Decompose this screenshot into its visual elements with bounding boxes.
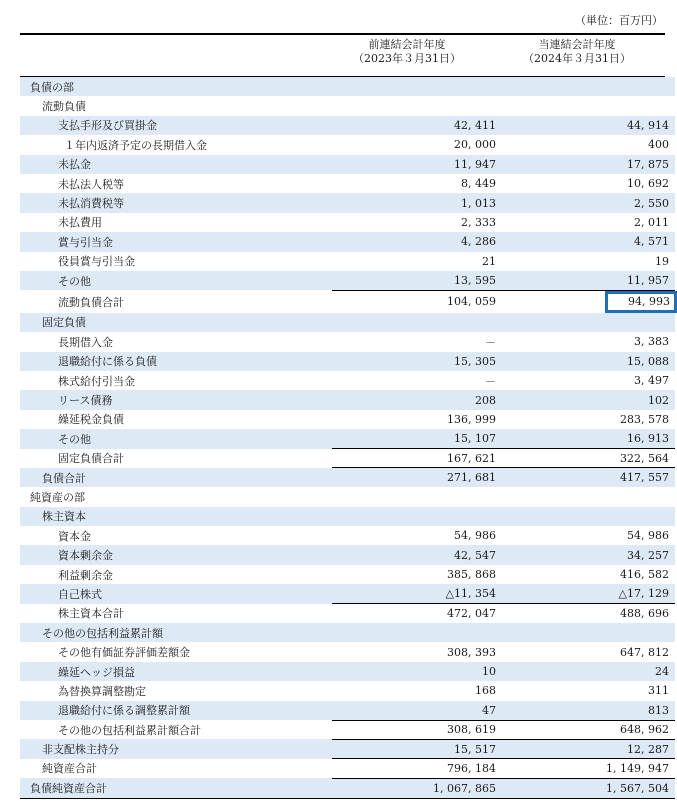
row-label: 長期借入金 [58, 335, 113, 349]
prev-value: 21 [482, 254, 496, 268]
cur-value: 2, 011 [634, 215, 669, 229]
row-label: １年内返済予定の長期借入金 [64, 138, 207, 152]
table-row [20, 584, 675, 603]
prev-value: 15, 305 [332, 352, 502, 371]
cur-value: 12, 287 [502, 739, 675, 758]
table-row [20, 135, 675, 154]
prev-value: 1, 013 [332, 193, 502, 212]
cur-value: 16, 913 [502, 429, 675, 448]
cur-value: 647, 812 [620, 645, 669, 659]
table-row [20, 507, 675, 526]
row-label: 利益剰余金 [58, 568, 113, 582]
table-row [20, 565, 675, 584]
prev-value: 8, 449 [461, 177, 496, 191]
prev-value: 136, 999 [447, 412, 496, 426]
cur-value: △17, 129 [502, 584, 675, 603]
row-label: 繰延税金負債 [58, 413, 124, 427]
table-row [20, 155, 675, 174]
table-top-rule [20, 33, 665, 35]
row-label: 純資産合計 [42, 762, 97, 776]
prev-value [332, 313, 502, 332]
prev-value: 2, 333 [461, 215, 496, 229]
prev-value: 4, 286 [332, 232, 502, 251]
cur-value: 416, 582 [620, 568, 669, 582]
row-label: その他有価証券評価差額金 [58, 646, 190, 660]
prev-period-label: 前連結会計年度 [368, 38, 446, 51]
row-label: 自己株式 [20, 584, 332, 603]
column-header-cur [492, 38, 662, 66]
table-row [20, 96, 675, 115]
table-row [20, 468, 675, 487]
prev-value: － [485, 335, 496, 349]
prev-value: 104, 059 [332, 290, 502, 313]
table-row [20, 720, 675, 739]
row-label: 株式給付引当金 [58, 374, 135, 388]
row-label: 固定負債合計 [58, 452, 124, 466]
cur-value: 17, 875 [502, 155, 675, 174]
table-row [20, 290, 675, 313]
prev-value: 10 [332, 662, 502, 681]
table-row [20, 313, 675, 332]
cur-value: 3, 383 [634, 335, 669, 349]
cur-value: 488, 696 [502, 604, 675, 623]
prev-period-date: （2023年３月31日） [353, 52, 461, 65]
cur-value: 4, 571 [502, 232, 675, 251]
row-label: 固定負債 [20, 313, 332, 332]
highlighted-value: 94, 993 [605, 291, 677, 313]
table-row [20, 429, 675, 448]
cur-value: 417, 557 [502, 468, 675, 487]
cur-value: 44, 914 [502, 116, 675, 135]
prev-value: 15, 517 [332, 739, 502, 758]
cur-period-label: 当連結会計年度 [538, 38, 616, 51]
row-label: 流動負債 [42, 100, 86, 114]
cur-value: 54, 986 [627, 529, 669, 543]
row-label: リース債務 [20, 390, 332, 409]
row-label: 流動負債合計 [58, 295, 124, 309]
prev-value: 472, 047 [332, 604, 502, 623]
table-row [20, 759, 675, 778]
prev-value: 271, 681 [332, 468, 502, 487]
cur-value: 648, 962 [502, 720, 675, 739]
prev-value [332, 96, 502, 115]
prev-value: 54, 986 [454, 529, 496, 543]
table-row [20, 116, 675, 135]
table-row [20, 232, 675, 251]
row-label: その他の包括利益累計額合計 [58, 723, 201, 737]
row-label: 退職給付に係る負債 [20, 352, 332, 371]
cur-value [502, 290, 675, 313]
cur-value: 11, 957 [502, 271, 675, 290]
prev-value: 168 [475, 684, 496, 698]
table-row [20, 623, 675, 642]
row-label: 支払手形及び買掛金 [20, 116, 332, 135]
cur-value: 311 [648, 684, 669, 698]
prev-value: 15, 107 [332, 429, 502, 448]
row-label: 負債純資産合計 [20, 778, 332, 798]
cur-value [502, 507, 675, 526]
row-label: 資本金 [58, 529, 91, 543]
table-row [20, 545, 675, 564]
prev-value: － [485, 374, 496, 388]
prev-value [332, 507, 502, 526]
cur-value: 34, 257 [502, 545, 675, 564]
table-row [20, 371, 675, 390]
prev-value: 796, 184 [332, 759, 502, 778]
row-label: 未払法人税等 [58, 177, 124, 191]
cur-value [502, 313, 675, 332]
table-row [20, 77, 675, 96]
cur-value: 102 [502, 390, 675, 409]
cur-value: 400 [648, 138, 669, 152]
table-row [20, 449, 675, 468]
table-row [20, 332, 675, 351]
row-label: 資本剰余金 [20, 545, 332, 564]
cur-value [502, 623, 675, 642]
column-header-prev [322, 38, 492, 66]
cur-period-date: （2024年３月31日） [523, 52, 631, 65]
prev-value: 47 [332, 701, 502, 720]
cur-value: 1, 567, 504 [502, 778, 675, 798]
prev-value: 167, 621 [332, 449, 502, 468]
cur-value: 24 [502, 662, 675, 681]
cur-value [502, 77, 675, 96]
table-row [20, 739, 675, 758]
row-label: 未払費用 [58, 216, 102, 230]
table-row [20, 662, 675, 681]
row-label: 為替換算調整勘定 [58, 684, 146, 698]
table-row [20, 604, 675, 623]
prev-value [332, 77, 502, 96]
row-label: 株主資本 [20, 507, 332, 526]
table-row [20, 352, 675, 371]
prev-value: △11, 354 [332, 584, 502, 603]
cur-value: 1, 149, 947 [502, 759, 675, 778]
prev-value [332, 623, 502, 642]
row-label: 繰延ヘッジ損益 [20, 662, 332, 681]
row-label: 非支配株主持分 [20, 739, 332, 758]
row-label: その他 [20, 271, 332, 290]
prev-value: 385, 868 [447, 568, 496, 582]
row-label: 負債合計 [20, 468, 332, 487]
table-row [20, 174, 675, 193]
prev-value: 1, 067, 865 [332, 778, 502, 798]
cur-value: 813 [502, 701, 675, 720]
table-row [20, 642, 675, 661]
cur-value: 10, 692 [627, 177, 669, 191]
prev-value: 208 [332, 390, 502, 409]
prev-value: 11, 947 [332, 155, 502, 174]
prev-value: 42, 411 [332, 116, 502, 135]
table-row [20, 193, 675, 212]
row-label: 未払金 [20, 155, 332, 174]
cur-value: 19 [655, 254, 669, 268]
table-row [20, 701, 675, 720]
cur-value: 2, 550 [502, 193, 675, 212]
cur-value: 15, 088 [502, 352, 675, 371]
row-label: その他の包括利益累計額 [20, 623, 332, 642]
table-row [20, 526, 675, 545]
cur-value: 322, 564 [502, 449, 675, 468]
table-row [20, 487, 675, 506]
prev-value: 13, 595 [332, 271, 502, 290]
table-row [20, 410, 675, 429]
cur-value: 3, 497 [634, 374, 669, 388]
table-row [20, 213, 675, 232]
prev-value: 20, 000 [454, 138, 496, 152]
balance-sheet-table [20, 77, 675, 799]
row-label: 退職給付に係る調整累計額 [20, 701, 332, 720]
table-row [20, 252, 675, 271]
prev-value [332, 487, 502, 506]
row-label: 純資産の部 [30, 491, 85, 504]
cur-value [502, 96, 675, 115]
cur-value: 283, 578 [620, 412, 669, 426]
table-row [20, 681, 675, 700]
cur-value [502, 487, 675, 506]
row-label: 負債の部 [20, 77, 332, 96]
table-row [20, 271, 675, 290]
prev-value: 42, 547 [332, 545, 502, 564]
row-label: 未払消費税等 [20, 193, 332, 212]
unit-label: （単位：百万円） [575, 14, 663, 27]
row-label: その他 [20, 429, 332, 448]
row-label: 株主資本合計 [58, 607, 124, 621]
prev-value: 308, 619 [332, 720, 502, 739]
table-row [20, 390, 675, 409]
row-label: 賞与引当金 [20, 232, 332, 251]
row-label: 役員賞与引当金 [58, 255, 135, 269]
prev-value: 308, 393 [447, 645, 496, 659]
table-row [20, 778, 675, 798]
